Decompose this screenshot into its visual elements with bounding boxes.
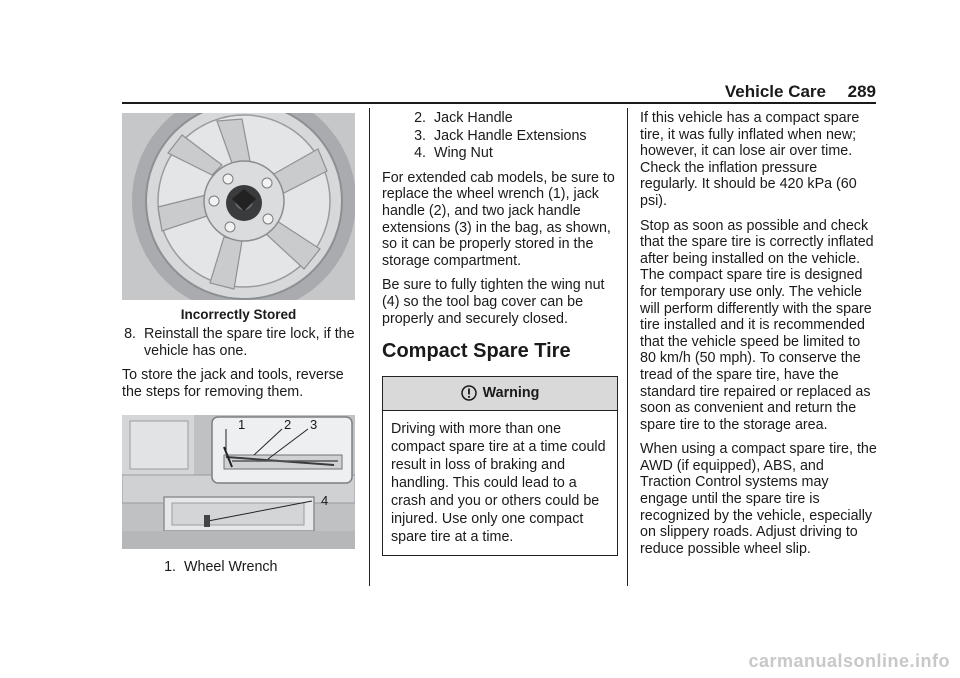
list-number: 3. <box>414 127 426 144</box>
list-item <box>382 110 618 127</box>
column-divider-1 <box>369 108 370 586</box>
list-item <box>122 559 357 576</box>
section-title: Vehicle Care <box>724 82 826 101</box>
section-heading: Compact Spare Tire <box>382 340 571 363</box>
column-1-list <box>122 559 357 577</box>
paragraph: Stop as soon as possible and check that the spare tire is correctly inflated after being installed on the vehicle. The compact spare tire is designed for temporary use only. The vehicle will perform differently with the spare tire installed and it is recommended that the vehicle speed be limited to 80 km/h (50 mph). To conserve the tread of the spare tire, have the standard tire repaired or replaced as soon as convenient and return the spare tire to the storage area. <box>640 217 874 433</box>
page-number: 289 <box>847 82 876 101</box>
step-8 <box>122 326 357 359</box>
list-number: 4. <box>414 145 426 162</box>
warning-icon <box>461 385 477 401</box>
list-text: Wing Nut <box>434 145 493 162</box>
list-item <box>382 128 618 145</box>
warning-title: Warning <box>482 384 540 401</box>
column-3-text <box>640 110 878 565</box>
spare-tire-figure <box>122 113 355 300</box>
paragraph: When using a compact spare tire, the AWD (if equipped), ABS, and Traction Control systems may engage until the spare tire is recognized by the vehicle, especially on slippery roads. Adjust driving to reduce possible wheel slip. <box>640 441 877 557</box>
callout-3: 3 <box>310 417 318 432</box>
paragraph: To store the jack and tools, reverse the steps for removing them. <box>122 367 344 400</box>
step-number: 8. <box>124 326 136 342</box>
warning-box <box>382 376 618 556</box>
watermark: carmanualsonline.info <box>748 651 950 671</box>
callout-4: 4 <box>321 493 329 508</box>
list-text: Wheel Wrench <box>184 559 278 575</box>
list-item <box>382 145 618 162</box>
spare-wheel-illustration <box>122 113 355 300</box>
paragraph: Be sure to fully tighten the wing nut (4) so the tool bag cover can be properly and securely closed. <box>382 277 605 327</box>
warning-header <box>383 377 617 411</box>
column-2-text <box>382 110 618 556</box>
list-text: Jack Handle Extensions <box>434 127 587 144</box>
list-number: 2. <box>414 110 426 126</box>
list-text: Jack Handle <box>434 110 513 126</box>
callout-2: 2 <box>284 417 292 432</box>
paragraph: If this vehicle has a compact spare tire, it was fully inflated when new; however, it can lose air over time. Check the inflation pressure regularly. It should be 420 kPa (60 psi). <box>640 110 860 209</box>
step-text: Reinstall the spare tire lock, if the vehicle has one. <box>144 326 355 359</box>
warning-text: Driving with more than one compact spare tire at a time could result in loss of braking and handling. This could lead to a crash and you or others could be injured. Use only one compact spare tire at a time. <box>391 420 606 545</box>
tool-bag-figure <box>122 415 355 549</box>
figure-caption: Incorrectly Stored <box>180 307 297 322</box>
tool-storage-illustration <box>122 415 355 549</box>
list-number: 1. <box>164 559 176 575</box>
paragraph: For extended cab models, be sure to replace the wheel wrench (1), jack handle (2), and two jack handle extensions (3) in the bag, as shown, so it can be properly stored in the storage compartment. <box>382 169 615 269</box>
column-1-text <box>122 326 357 408</box>
page-header <box>122 82 876 104</box>
column-divider-2 <box>627 108 628 586</box>
callout-1: 1 <box>238 417 246 432</box>
